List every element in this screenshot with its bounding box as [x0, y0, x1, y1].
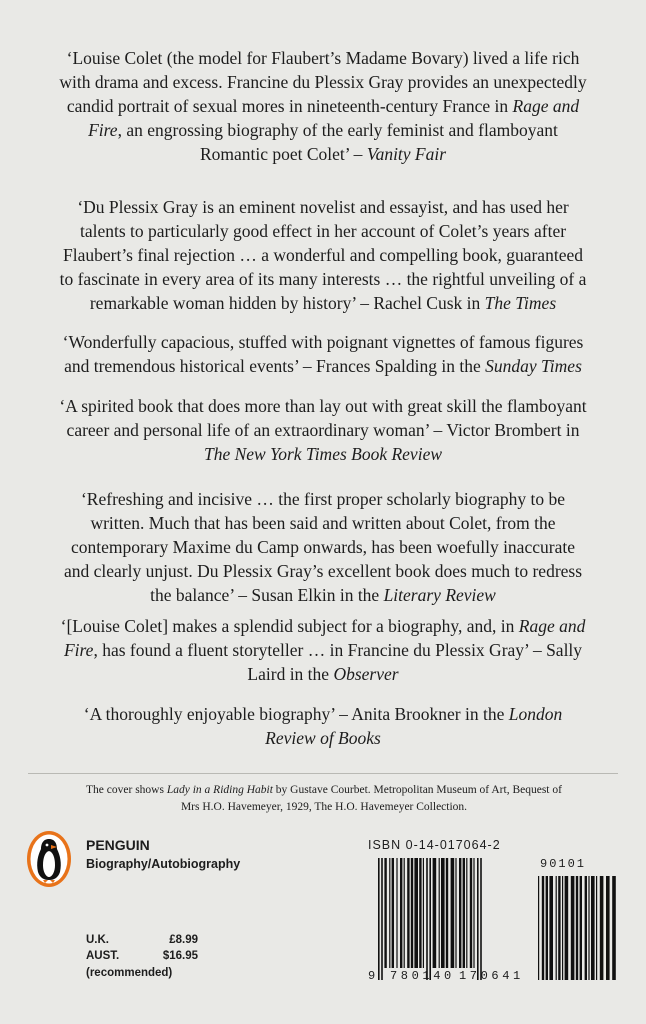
credit-text-3: Mrs H.O. Havemeyer, 1929, The H.O. Havemeyer Collection. — [180, 801, 468, 813]
barcode-bar — [455, 858, 456, 968]
italic-title: Observer — [333, 664, 399, 684]
barcode-addon-bar — [558, 876, 560, 980]
quote-line: Fire, an engrossing biography of the early feminist and flamboyant — [88, 120, 558, 140]
barcode-bar — [392, 858, 394, 968]
italic-title: Vanity Fair — [366, 144, 447, 164]
quote-line: ‘Du Plessix Gray is an eminent novelist and essayist, and has used her — [77, 197, 569, 217]
italic-title: Sunday Times — [485, 356, 582, 376]
quote-vanity-fair — [14, 46, 632, 166]
italic-title: The New York Times Book Review — [203, 444, 443, 464]
italic-title: London — [508, 704, 563, 724]
book-category: Biography/Autobiography — [86, 857, 241, 871]
barcode-addon-bar — [549, 876, 553, 980]
ean-right-digits: 170641 — [459, 969, 524, 983]
barcode-bar — [451, 858, 455, 968]
quote-line — [14, 442, 632, 466]
quote-nyt-book-review — [14, 394, 632, 466]
barcode-bar — [400, 858, 402, 968]
price-block — [86, 932, 198, 981]
barcode-addon-number: 90101 — [540, 857, 587, 871]
quote-line: ‘[Louise Colet] makes a splendid subject for a biography, and, in Rage and — [60, 616, 586, 636]
price-note: (recommended) — [86, 967, 173, 979]
quote-observer — [14, 614, 632, 686]
barcode-addon-bar — [562, 876, 563, 980]
penguin-logo-icon — [26, 830, 72, 888]
ean-first-digit: 9 — [368, 969, 376, 983]
quote-line — [14, 726, 632, 750]
cover-credit — [18, 782, 630, 816]
ean-left-digits: 780140 — [390, 969, 455, 983]
quote-line: talents to particularly good effect in her account of Colet’s years after — [79, 221, 567, 241]
publisher-brand: PENGUIN — [86, 837, 150, 853]
price-label-uk: U.K. — [86, 934, 109, 946]
barcode-addon-bar — [606, 876, 610, 980]
barcode-bar — [480, 858, 482, 980]
quote-the-times — [14, 195, 632, 315]
italic-title: Fire — [63, 640, 94, 660]
barcode-bar — [433, 858, 437, 968]
quote-london-review — [14, 702, 632, 750]
barcode-addon-bar — [576, 876, 578, 980]
barcode-bar — [407, 858, 409, 968]
italic-title: Rage and — [512, 96, 580, 116]
barcode-bar — [411, 858, 413, 968]
barcode-bar — [414, 858, 418, 968]
barcode-addon-bar — [580, 876, 582, 980]
price-aust: $16.95 — [162, 950, 198, 962]
quote-line: and tremendous historical events’ – Frances Spalding in the Sunday Times — [64, 356, 582, 376]
quote-line: contemporary Maxime du Camp onwards, has been woefully inaccurate — [71, 537, 575, 557]
price-row-aust — [86, 948, 198, 964]
barcode-bar — [419, 858, 421, 968]
quote-line: Fire, has found a fluent storyteller … in Francine du Plessix Gray’ – Sally — [63, 640, 583, 660]
quote-line: ‘A thoroughly enjoyable biography’ – Anita Brookner in the London — [83, 704, 563, 724]
barcode-addon-bar — [588, 876, 589, 980]
quote-line: to fascinate in every area of its many interests … the rightful unveiling of a — [59, 269, 587, 289]
barcode-bar — [459, 858, 461, 968]
barcode-bar — [384, 858, 386, 968]
barcode-addon-bar — [571, 876, 575, 980]
quote-line: written. Much that has been said and written about Colet, from the — [90, 513, 556, 533]
barcode-bar — [404, 858, 405, 968]
quote-line: the balance’ – Susan Elkin in the Literary Review — [150, 585, 496, 605]
price-row-uk — [86, 932, 198, 948]
painting-title: Lady in a Riding Habit — [166, 784, 273, 796]
barcode-addon-bar — [600, 876, 604, 980]
italic-title: The Times — [484, 293, 557, 313]
quote-line: Flaubert’s final rejection … a wonderful and compelling book, guaranteed — [63, 245, 583, 265]
barcode-addon-bar — [546, 876, 548, 980]
barcode-bar — [378, 858, 380, 980]
italic-title: Review of Books — [265, 728, 381, 748]
barcode-addon-bar — [591, 876, 595, 980]
italic-title: Fire — [88, 120, 118, 140]
barcode-bar — [473, 858, 474, 968]
quote-line: ‘Louise Colet (the model for Flaubert’s Madame Bovary) lived a life rich — [66, 48, 580, 68]
isbn-text: ISBN 0-14-017064-2 — [368, 838, 501, 852]
quote-line: ‘Wonderfully capacious, stuffed with poignant vignettes of famous figures — [62, 332, 584, 352]
barcode-bar — [477, 858, 479, 980]
barcode-addon-bar — [612, 876, 616, 980]
barcode-addon-bar — [538, 876, 539, 980]
quote-line: with drama and excess. Francine du Plessix Gray provides an unexpectedly — [59, 72, 587, 92]
divider — [28, 773, 618, 774]
italic-title: Rage and — [518, 616, 586, 636]
barcode-addon-bar — [556, 876, 557, 980]
quote-line: ‘Refreshing and incisive … the first proper scholarly biography to be — [80, 489, 566, 509]
barcode-bar — [466, 858, 467, 968]
barcode-addon-bar — [542, 876, 544, 980]
barcode-bar — [389, 858, 390, 968]
price-label-aust: AUST. — [86, 950, 120, 962]
quote-line: ‘A spirited book that does more than lay out with great skill the flamboyant — [59, 396, 587, 416]
barcode-bar — [426, 858, 428, 980]
quote-line: and clearly unjust. Du Plessix Gray’s excellent book does much to redress — [63, 561, 583, 581]
quote-literary-review — [14, 487, 632, 607]
barcode-addon-bar — [565, 876, 569, 980]
quote-line: Laird in the Observer — [247, 664, 399, 684]
barcode-addon-bar — [596, 876, 597, 980]
italic-title: Literary Review — [383, 585, 496, 605]
barcode-bar — [463, 858, 465, 968]
quote-line: remarkable woman hidden by history’ – Rachel Cusk in The Times — [89, 293, 557, 313]
quote-line: Romantic poet Colet’ – Vanity Fair — [199, 144, 447, 164]
barcode-bar — [446, 858, 448, 968]
barcode-bar — [439, 858, 440, 968]
barcode-addon-bar — [585, 876, 587, 980]
quote-line: candid portrait of sexual mores in nineteenth-century France in Rage and — [66, 96, 580, 116]
barcode-bar — [441, 858, 445, 968]
barcode-bar — [470, 858, 472, 968]
quote-line: career and personal life of an extraordinary woman’ – Victor Brombert in — [66, 420, 580, 440]
credit-text-2: by Gustave Courbet. Metropolitan Museum of Art, Bequest of — [272, 784, 562, 796]
barcode-bar — [423, 858, 424, 968]
credit-text-1: The cover shows — [86, 784, 167, 796]
barcode-bar — [396, 858, 397, 968]
barcode-bar — [381, 858, 383, 980]
quote-sunday-times — [14, 330, 632, 378]
barcode-bar — [429, 858, 431, 980]
price-uk: £8.99 — [169, 934, 198, 946]
